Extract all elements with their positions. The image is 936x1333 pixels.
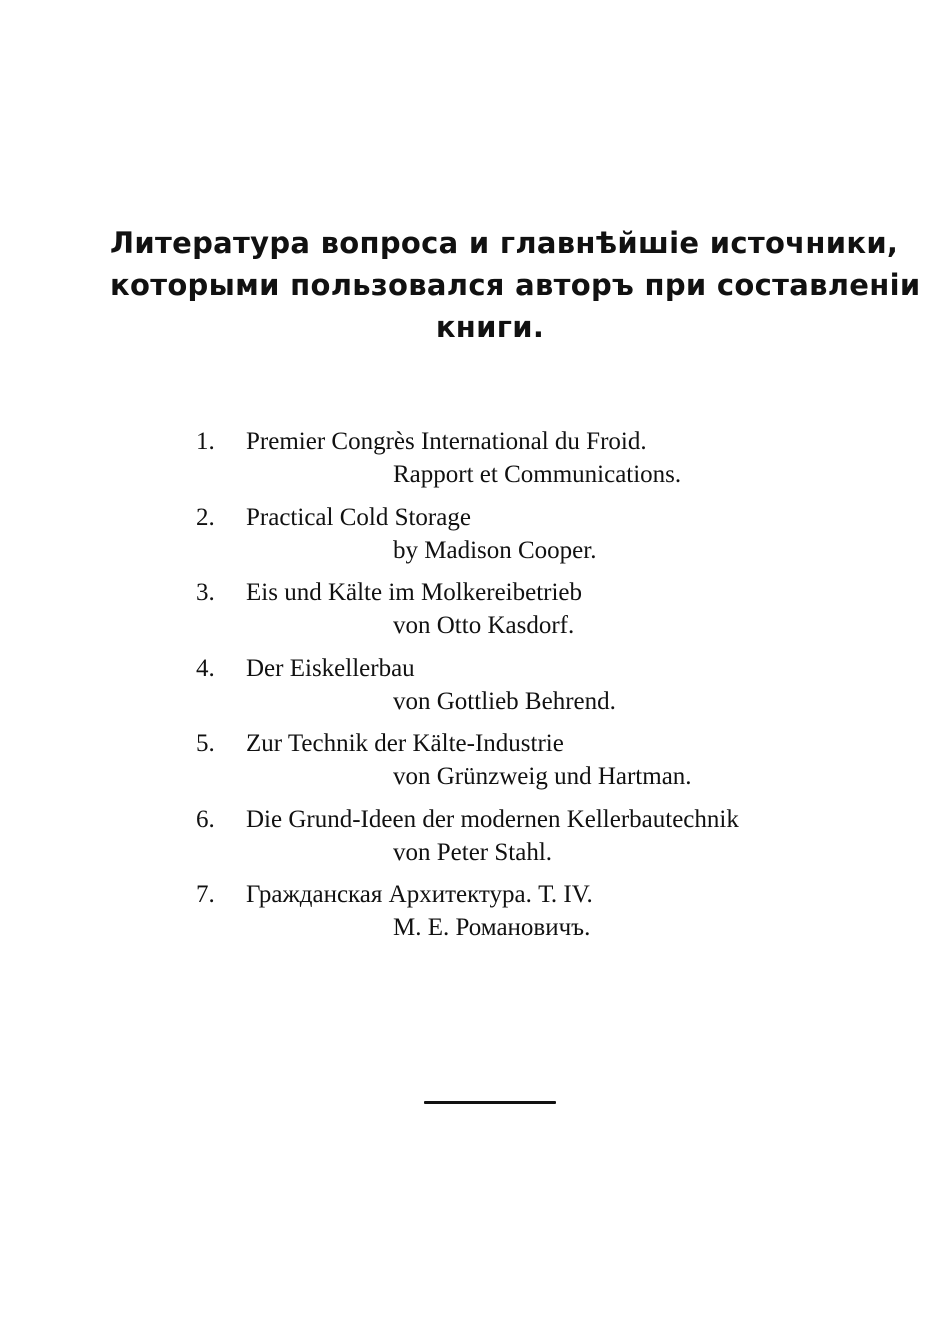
reference-title: Practical Cold Storage [246,503,471,531]
reference-author: von Otto Kasdorf. [393,612,575,639]
reference-item [0,500,936,576]
reference-number: 3. [196,579,215,606]
reference-title: Zur Technik der Kälte-Industrie [246,730,564,757]
reference-item [0,802,936,878]
reference-title: Гражданская Архитектура. Т. IV. [246,881,593,908]
reference-author: von Peter Stahl. [393,838,553,866]
reference-title: Premier Congrès International du Froid. [246,428,647,455]
reference-item [0,575,936,651]
heading-line-1: Литература вопроса и главнѣйшіе источники, [110,226,899,260]
reference-title: Der Eiskellerbau [246,654,415,682]
reference-item [0,424,936,500]
reference-title: Eis und Kälte im Molkereibetrieb [246,579,583,606]
reference-author: Rapport et Communications. [393,461,682,488]
reference-number: 1. [196,428,215,455]
reference-author: М. Е. Романовичъ. [393,914,591,941]
heading-line-3: книги. [435,310,545,344]
reference-number: 2. [196,503,215,531]
reference-list [0,424,936,953]
reference-number: 6. [196,805,215,833]
heading-line-2: которыми пользовался авторъ при составленіи [110,268,921,302]
reference-item [0,651,936,727]
closing-rule [424,1101,556,1104]
reference-item [0,726,936,802]
reference-author: von Grünzweig und Hartman. [393,763,692,790]
reference-number: 4. [196,654,215,682]
page-heading [110,222,921,348]
reference-title: Die Grund-Ideen der modernen Kellerbautechnik [246,805,739,833]
reference-author: by Madison Cooper. [393,536,597,564]
reference-author: von Gottlieb Behrend. [393,687,616,715]
reference-number: 7. [196,881,215,908]
reference-number: 5. [196,730,215,757]
reference-item [0,877,936,953]
